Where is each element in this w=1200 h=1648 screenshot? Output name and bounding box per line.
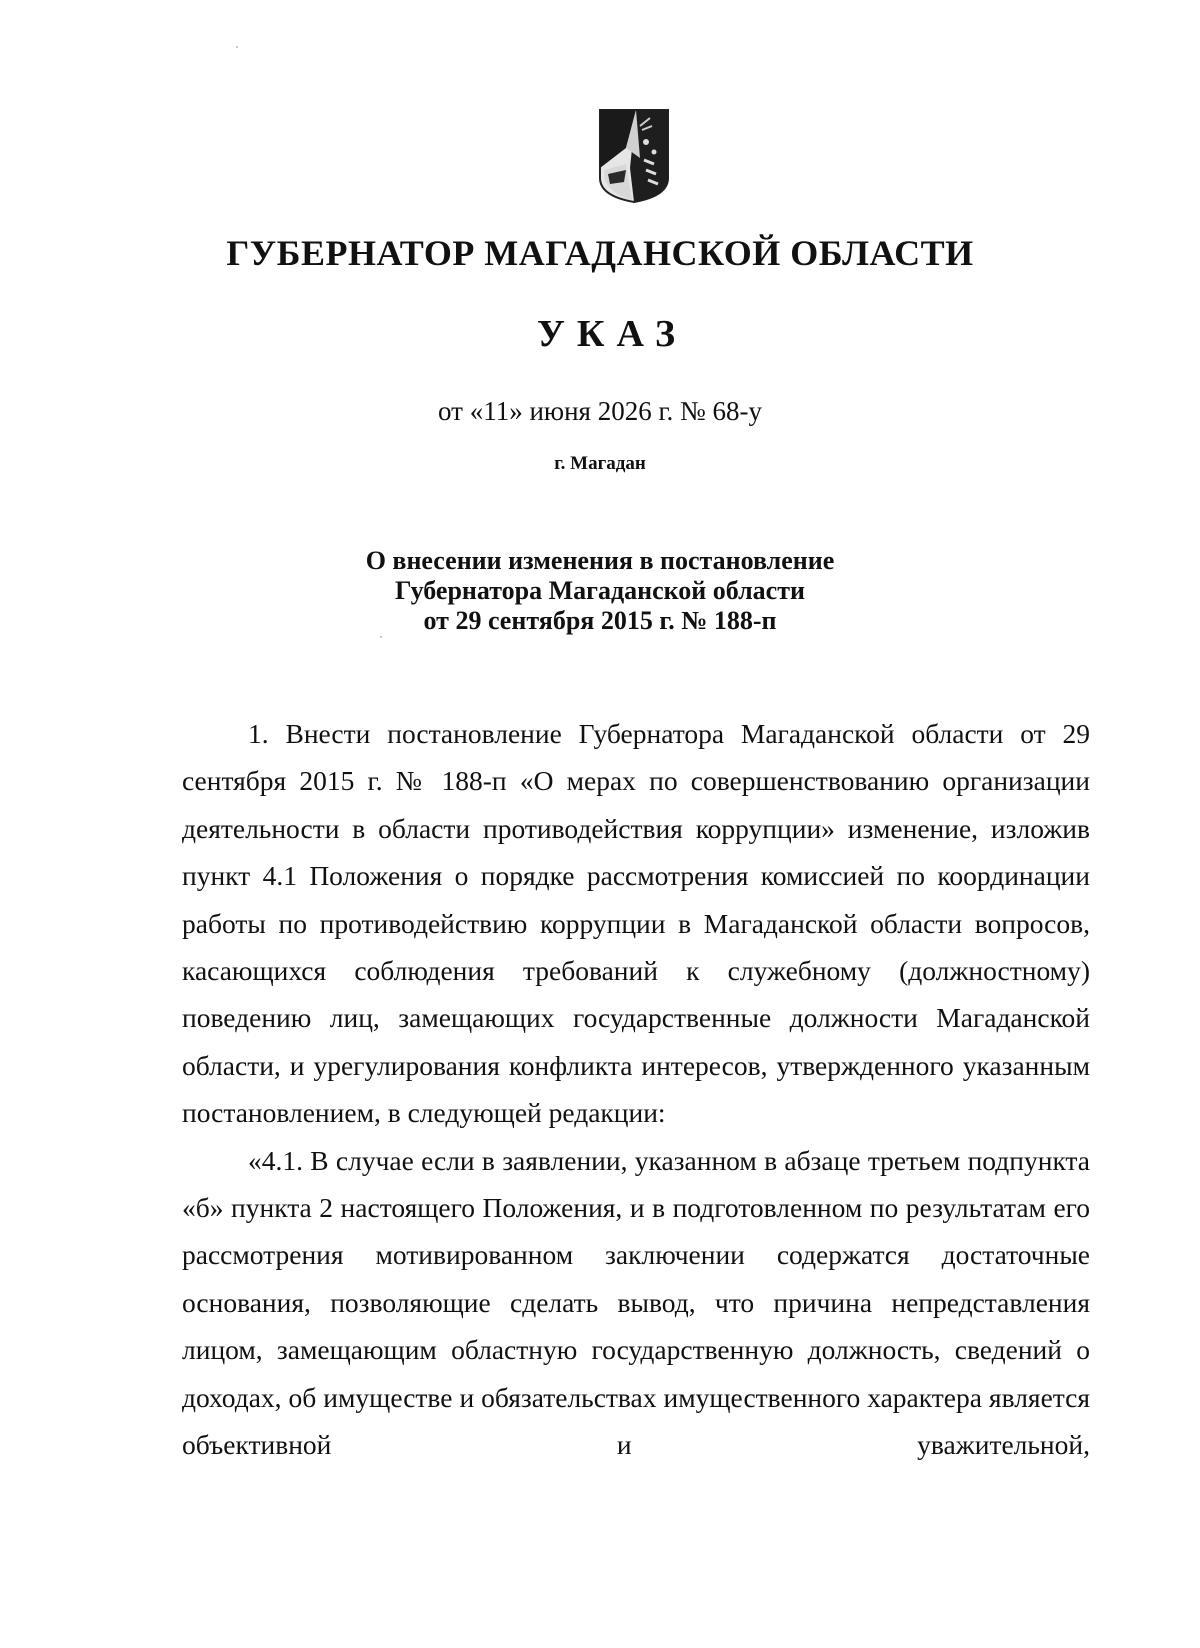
paragraph-text: 1. Внести постановление Губернатора Магаданской области от 29 сентября 2015 г. № 188-п «О мерах по совершенствованию организации деятельности в области противодействия коррупции» изменение, изложив пункт 4.1 Положения о порядке рассмотрения комиссией по координации работы по противодействию коррупции в Магаданской области вопросов, касающихся соблюдения требований к служебному (должностному) поведению лиц, замещающих государственные должности Магаданской области, и урегулирования конфликта интересов, утвержденного указанным постановлением, в следующей редакции: bbox=[182, 718, 1090, 1129]
document-body bbox=[182, 710, 1090, 1469]
issuing-authority: ГУБЕРНАТОР МАГАДАНСКОЙ ОБЛАСТИ bbox=[226, 233, 974, 273]
title-line: от 29 сентября 2015 г. № 188-п bbox=[423, 606, 777, 635]
document-title bbox=[0, 546, 1200, 636]
coat-of-arms-emblem bbox=[596, 108, 672, 204]
scan-speck bbox=[236, 46, 238, 48]
document-date-number: от «11» июня 2026 г. № 68-у bbox=[438, 396, 762, 426]
title-line: Губернатора Магаданской области bbox=[395, 576, 805, 605]
document-type: УКАЗ bbox=[537, 313, 687, 355]
paragraph bbox=[182, 1137, 1090, 1469]
scan-speck bbox=[380, 636, 382, 638]
issue-city: г. Магадан bbox=[554, 453, 646, 474]
paragraph bbox=[182, 710, 1090, 1137]
paragraph-text: «4.1. В случае если в заявлении, указанном в абзаце третьем подпункта «б» пункта 2 настоящего Положения, и в подготовленном по результатам его рассмотрения мотивированном заключении содержатся достаточные основания, позволяющие сделать вывод, что причина непредставления лицом, замещающим областную государственную должность, сведений о доходах, об имуществе и обязательствах имущественного характера является объективной и уважительной, bbox=[182, 1144, 1090, 1461]
title-line: О внесении изменения в постановление bbox=[365, 546, 835, 575]
